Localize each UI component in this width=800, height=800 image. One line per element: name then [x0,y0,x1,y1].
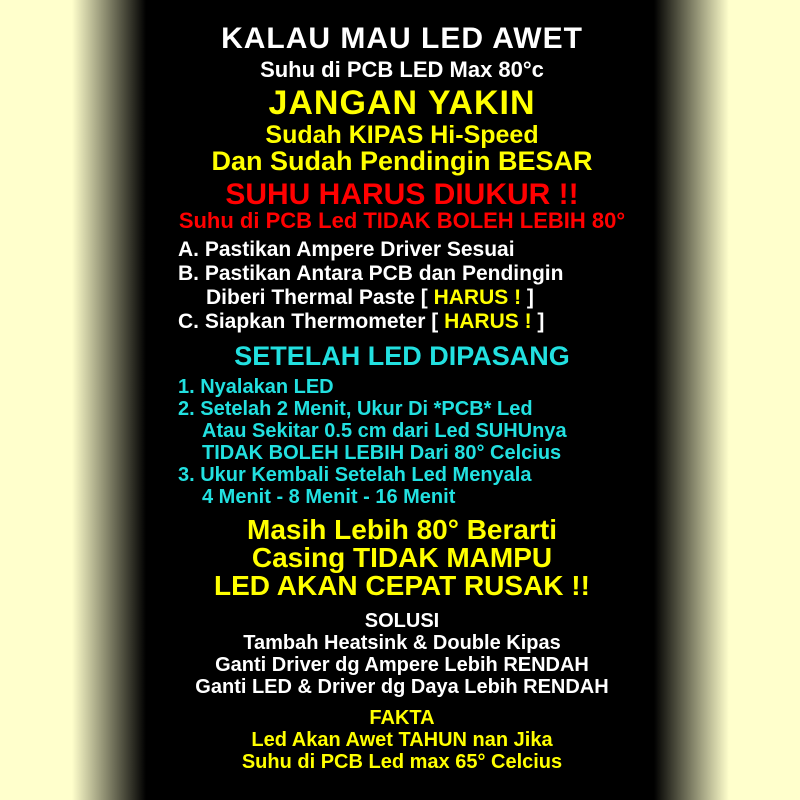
steps-list [178,376,656,508]
solusi-line-3: Ganti LED & Driver dg Daya Lebih RENDAH [195,676,609,698]
checklist-b-suffix: ] [521,286,534,309]
poster-subtitle: Suhu di PCB LED Max 80°c [260,57,544,82]
step-2: 2. Setelah 2 Menit, Ukur Di *PCB* Led [178,398,533,420]
fakta-line-2: Suhu di PCB Led max 65° Celcius [241,751,563,773]
checklist-c-suffix: ] [531,310,545,333]
poster-title: KALAU MAU LED AWET [221,22,583,55]
measure-warning-title: SUHU HARUS DIUKUR !! [225,178,579,211]
warning-heading: JANGAN YAKIN [268,84,536,122]
verdict-line-3: LED AKAN CEPAT RUSAK !! [214,570,590,601]
checklist-c-highlight: HARUS ! [444,310,532,333]
checklist-item-b-continuation [178,286,656,310]
solusi-block [148,610,656,698]
steps-heading: SETELAH LED DIPASANG [234,341,570,371]
checklist-b-highlight: HARUS ! [433,286,522,309]
solusi-heading: SOLUSI [364,610,440,632]
checklist-item-a: A. Pastikan Ampere Driver Sesuai [178,238,515,261]
fakta-block [148,707,656,773]
warning-line-kipas: Sudah KIPAS Hi-Speed [265,121,539,149]
solusi-line-1: Tambah Heatsink & Double Kipas [243,632,561,654]
checklist-c-text: C. Siapkan Thermometer [ [178,310,445,333]
checklist-item-b: B. Pastikan Antara PCB dan Pendingin [178,262,564,285]
checklist-item-c [178,310,656,334]
fakta-line-1: Led Akan Awet TAHUN nan Jika [251,729,553,751]
checklist-b-text: Diberi Thermal Paste [ [206,286,434,309]
poster-content [148,0,656,773]
fakta-heading: FAKTA [369,707,435,729]
pre-install-checklist [178,238,656,334]
step-3-continuation: 4 Menit - 8 Menit - 16 Menit [202,486,456,508]
verdict-block [148,516,656,600]
step-1: 1. Nyalakan LED [178,376,334,398]
warning-line-pendingin: Dan Sudah Pendingin BESAR [211,146,593,176]
measure-warning-subtitle: Suhu di PCB Led TIDAK BOLEH LEBIH 80° [178,208,626,233]
step-3: 3. Ukur Kembali Setelah Led Menyala [178,464,532,486]
step-2-continuation-1: Atau Sekitar 0.5 cm dari Led SUHUnya [202,420,567,442]
verdict-line-1: Masih Lebih 80° Berarti [247,514,557,545]
solusi-line-2: Ganti Driver dg Ampere Lebih RENDAH [215,654,589,676]
verdict-line-2: Casing TIDAK MAMPU [251,542,553,573]
step-2-continuation-2: TIDAK BOLEH LEBIH Dari 80° Celcius [202,442,562,464]
